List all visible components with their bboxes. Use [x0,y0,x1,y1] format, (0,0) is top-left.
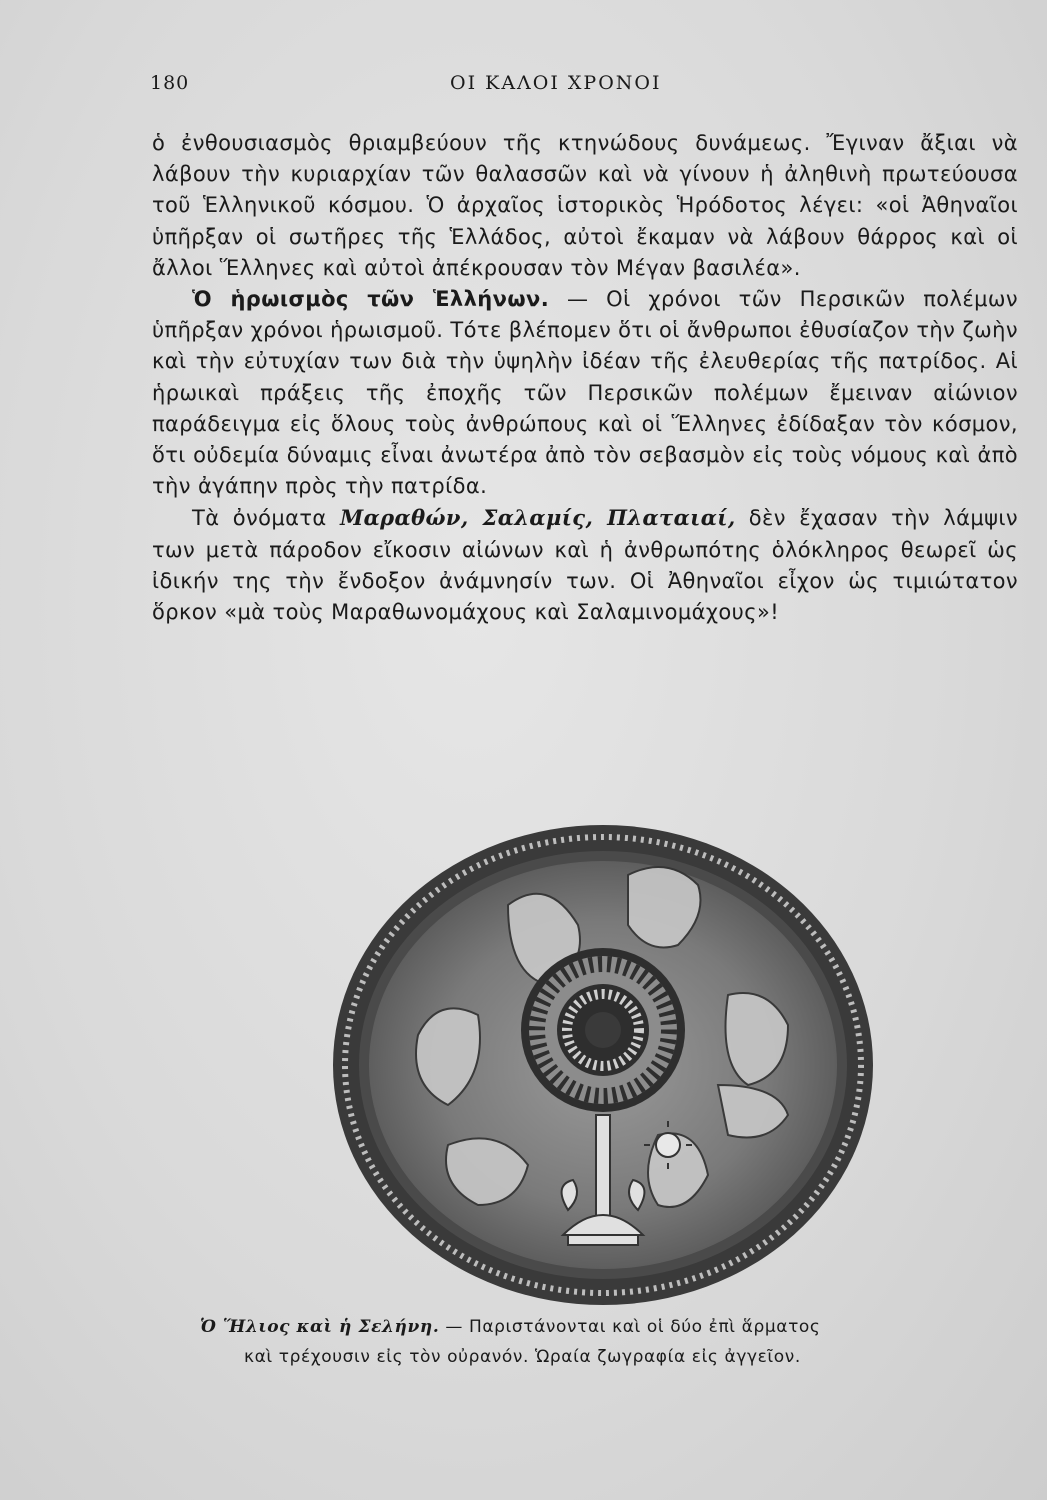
paragraph-1: ὁ ἐνθουσιασμὸς θριαμβεύουν τῆς κτηνώδους δυνάμεως. Ἔγιναν ἄξιαι νὰ λάβουν τὴν κυριαρχίαν τῶν θαλασσῶν καὶ νὰ γίνουν ἡ ἀληθινὴ πρωτεύουσα τοῦ Ἑλληνικοῦ κόσμου. Ὁ ἀρχαῖος ἱστορικὸς Ἡρόδοτος λέγει: «οἱ Ἀθηναῖοι ὑπῆρξαν οἱ σωτῆρες τῆς Ἑλλάδος, αὐτοὶ ἔκαμαν νὰ λάβουν θάρρος καὶ οἱ ἄλλοι Ἕλληνες καὶ αὐτοὶ ἀπέκρουσαν τὸν Μέγαν βασιλέα». [152,131,1018,280]
running-head [150,72,1010,102]
vase-drawing [328,815,878,1315]
figure-caption [200,1312,1000,1372]
paragraph-3-end: δὲν ἔχασαν τὴν λάμψιν των μετὰ πάροδον εἴκοσιν αἰώνων καὶ ἡ ἀνθρωπότης ὁλόκληρος θεωρεῖ ὡς ἰδικήν της τὴν ἔνδοξον ἀνάμνησίν των. Οἱ Ἀθηναῖοι εἶχον ὡς τιμιώτατον ὅρκον «μὰ τοὺς Μαραθωνομάχους καὶ Σαλαμινομάχους»! [152,506,1018,625]
section-heading: Ὁ ἡρωισμὸς τῶν Ἑλλήνων. [192,287,550,312]
paragraph-3-start: Τὰ ὀνόματα [192,506,340,531]
central-rosette [521,948,685,1112]
caption-line-2: καὶ τρέχουσιν εἰς τὸν οὐρανόν. Ὡραία ζωγραφία εἰς ἀγγεῖον. [244,1347,801,1367]
running-title: ΟΙ ΚΑΛΟΙ ΧΡΟΝΟΙ [450,72,662,94]
body-text [152,128,1018,628]
paragraph-2-text: — Οἱ χρόνοι τῶν Περσικῶν πολέμων ὑπῆρξαν χρόνοι ἡρωισμοῦ. Τότε βλέπομεν ὅτι οἱ ἄνθρωποι ἐθυσίαζον τὴν ζωὴν καὶ τὴν εὐτυχίαν των διὰ τὴν ὑψηλὴν ἰδέαν τῆς ἐλευθερίας τῆς πατρίδος. Αἱ ἡρωικαὶ πράξεις τῆς ἐποχῆς τῶν Περσικῶν πολέμων ἔμειναν αἰώνιον παράδειγμα εἰς ὅλους τοὺς ἀνθρώπους καὶ οἱ Ἕλληνες ἐδίδαξαν τὸν κόσμον, ὅτι οὐδεμία δύναμις εἶναι ἀνωτέρα ἀπὸ τὸν σεβασμὸν εἰς τοὺς νόμους καὶ ἀπὸ τὴν ἀγάπην πρὸς τὴν πατρίδα. [152,287,1018,499]
place-names: Μαραθών, Σαλαμίς, Πλαταιαί, [339,505,736,531]
caption-line-1 [200,1312,1000,1342]
paragraph-2 [152,284,1018,502]
paragraph-3 [152,502,1018,628]
vase-illustration [328,815,878,1315]
caption-lead: Ὁ Ἥλιος καὶ ἡ Σελήνη. [200,1317,440,1337]
caption-line-1-rest: — Παριστάνονται καὶ οἱ δύο ἐπὶ ἅρματος [439,1317,821,1337]
page-number: 180 [150,72,190,94]
